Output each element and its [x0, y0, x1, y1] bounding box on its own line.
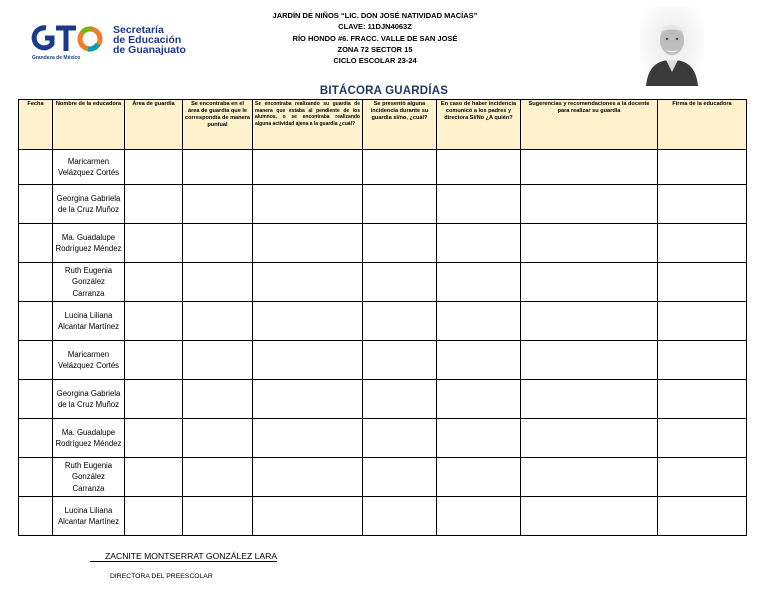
table-row: [19, 185, 747, 224]
cell-actividad[interactable]: [253, 150, 363, 185]
table-row: [19, 380, 747, 419]
cell-puntual[interactable]: [183, 224, 253, 263]
logo-tagline: Grandeza de México: [32, 55, 81, 61]
cell-incidencia[interactable]: [363, 263, 437, 302]
header-firma: Firma de la educadora: [658, 100, 747, 150]
cell-area[interactable]: [125, 380, 183, 419]
cell-nombre: Maricarmen Velázquez Cortés: [53, 341, 125, 380]
cell-puntual[interactable]: [183, 458, 253, 497]
cell-sugerencias[interactable]: [521, 380, 658, 419]
cell-actividad[interactable]: [253, 185, 363, 224]
table-row: [19, 263, 747, 302]
cell-nombre: Ruth Eugenia González Carranza: [53, 458, 125, 497]
cell-actividad[interactable]: [253, 302, 363, 341]
cell-incidencia[interactable]: [363, 341, 437, 380]
logo-line-2: de Educación: [113, 34, 182, 46]
table-row: [19, 341, 747, 380]
cell-firma[interactable]: [658, 419, 747, 458]
school-clave: CLAVE: 11DJN4063Z: [338, 22, 412, 32]
table-row: [19, 150, 747, 185]
cell-puntual[interactable]: [183, 185, 253, 224]
director-role: DIRECTORA DEL PREESCOLAR: [110, 573, 213, 580]
header-incidencia: Se presentó alguna incidencia durante su guardia si/no, ¿cuál?: [363, 100, 437, 150]
cell-area[interactable]: [125, 419, 183, 458]
cell-firma[interactable]: [658, 224, 747, 263]
cell-puntual[interactable]: [183, 419, 253, 458]
cell-comunico[interactable]: [437, 341, 521, 380]
cell-puntual[interactable]: [183, 302, 253, 341]
cell-sugerencias[interactable]: [521, 419, 658, 458]
secretaria-educacion-logo: [30, 22, 200, 66]
cell-area[interactable]: [125, 302, 183, 341]
header-sugerencias: Sugerencias y recomendaciones a la docente para realizar su guardia: [521, 100, 658, 150]
header-puntual: Se encontraba en el área de guardia que le correspondía de manera puntual: [183, 100, 253, 150]
cell-nombre: Lucina Liliana Alcantar Martínez: [53, 302, 125, 341]
cell-comunico[interactable]: [437, 263, 521, 302]
cell-fecha[interactable]: [19, 341, 53, 380]
table-row: [19, 302, 747, 341]
cell-fecha[interactable]: [19, 302, 53, 341]
cell-comunico[interactable]: [437, 185, 521, 224]
table-row: [19, 224, 747, 263]
table-row: [19, 497, 747, 536]
cell-area[interactable]: [125, 458, 183, 497]
header-nombre: Nombre de la educadora: [53, 100, 125, 150]
cell-comunico[interactable]: [437, 224, 521, 263]
guardias-log-table: [18, 99, 747, 536]
cell-comunico[interactable]: [437, 380, 521, 419]
cell-nombre: Ma. Guadalupe Rodríguez Méndez: [53, 419, 125, 458]
cell-firma[interactable]: [658, 150, 747, 185]
cell-fecha[interactable]: [19, 497, 53, 536]
cell-incidencia[interactable]: [363, 185, 437, 224]
cell-incidencia[interactable]: [363, 224, 437, 263]
table-header-row: [19, 100, 747, 150]
cell-comunico[interactable]: [437, 458, 521, 497]
cell-nombre: Lucina Liliana Alcantar Martínez: [53, 497, 125, 536]
cell-actividad[interactable]: [253, 458, 363, 497]
cell-puntual[interactable]: [183, 497, 253, 536]
cell-actividad[interactable]: [253, 224, 363, 263]
cell-actividad[interactable]: [253, 380, 363, 419]
logo-line-3: de Guanajuato: [113, 44, 186, 56]
cell-nombre: Ruth Eugenia González Carranza: [53, 263, 125, 302]
cell-puntual[interactable]: [183, 380, 253, 419]
cell-firma[interactable]: [658, 302, 747, 341]
cell-sugerencias[interactable]: [521, 497, 658, 536]
cell-area[interactable]: [125, 497, 183, 536]
cell-actividad[interactable]: [253, 263, 363, 302]
cell-actividad[interactable]: [253, 497, 363, 536]
cell-incidencia[interactable]: [363, 302, 437, 341]
header-comunico: En caso de haber incidencia comunicó a los padres y directora Si/No ¿A quién?: [437, 100, 521, 150]
cell-comunico[interactable]: [437, 497, 521, 536]
cell-incidencia[interactable]: [363, 458, 437, 497]
cell-incidencia[interactable]: [363, 150, 437, 185]
cell-sugerencias[interactable]: [521, 150, 658, 185]
cell-sugerencias[interactable]: [521, 185, 658, 224]
cell-comunico[interactable]: [437, 302, 521, 341]
table-row: [19, 419, 747, 458]
document-title: BITÁCORA GUARDÍAS: [319, 85, 449, 97]
cell-actividad[interactable]: [253, 341, 363, 380]
school-address: RÍO HONDO #6. FRACC. VALLE DE SAN JOSÉ: [292, 33, 458, 43]
cell-actividad[interactable]: [253, 419, 363, 458]
school-header: [220, 10, 530, 66]
logo-secretaria-text: [113, 25, 186, 55]
cell-incidencia[interactable]: [363, 497, 437, 536]
cell-fecha[interactable]: [19, 419, 53, 458]
cell-firma[interactable]: [658, 185, 747, 224]
cell-area[interactable]: [125, 150, 183, 185]
cell-nombre: Ma. Guadalupe Rodríguez Méndez: [53, 224, 125, 263]
cell-area[interactable]: [125, 341, 183, 380]
logo-line-1: Secretaría: [113, 24, 164, 36]
cell-firma[interactable]: [658, 380, 747, 419]
cell-fecha[interactable]: [19, 224, 53, 263]
cell-firma[interactable]: [658, 341, 747, 380]
cell-incidencia[interactable]: [363, 380, 437, 419]
cell-fecha[interactable]: [19, 150, 53, 185]
cell-sugerencias[interactable]: [521, 341, 658, 380]
cell-area[interactable]: [125, 224, 183, 263]
header-actividad: Se encontraba realizando su guardia de manera que estaba al pendiente de los alumnos, o se encontraba realizando alguna actividad ajena a la guardia ¿cuál?: [253, 100, 363, 150]
cell-firma[interactable]: [658, 263, 747, 302]
portrait-image: [640, 6, 704, 86]
school-name: JARDÍN DE NIÑOS “LIC. DON JOSÉ NATIVIDAD MACÍAS”: [272, 11, 478, 20]
cell-area[interactable]: [125, 263, 183, 302]
cell-comunico[interactable]: [437, 150, 521, 185]
cell-sugerencias[interactable]: [521, 302, 658, 341]
school-ciclo: CICLO ESCOLAR 23-24: [333, 56, 417, 66]
cell-fecha[interactable]: [19, 458, 53, 497]
cell-nombre: Georgina Gabriela de la Cruz Muñoz: [53, 380, 125, 419]
header-fecha: Fecha: [19, 100, 53, 150]
cell-puntual[interactable]: [183, 150, 253, 185]
cell-nombre: Maricarmen Velázquez Cortés: [53, 150, 125, 185]
cell-sugerencias[interactable]: [521, 224, 658, 263]
cell-puntual[interactable]: [183, 341, 253, 380]
cell-nombre: Georgina Gabriela de la Cruz Muñoz: [53, 185, 125, 224]
school-zona: ZONA 72 SECTOR 15: [337, 44, 413, 54]
table-body: [19, 150, 747, 536]
cell-fecha[interactable]: [19, 185, 53, 224]
cell-fecha[interactable]: [19, 380, 53, 419]
cell-area[interactable]: [125, 185, 183, 224]
cell-firma[interactable]: [658, 458, 747, 497]
cell-incidencia[interactable]: [363, 419, 437, 458]
cell-comunico[interactable]: [437, 419, 521, 458]
table-row: [19, 458, 747, 497]
director-signature-name: ZACNITE MONTSERRAT GONZÁLEZ LARA: [90, 551, 277, 562]
header-area: Área de guardia: [125, 100, 183, 150]
cell-fecha[interactable]: [19, 263, 53, 302]
cell-firma[interactable]: [658, 497, 747, 536]
cell-sugerencias[interactable]: [521, 458, 658, 497]
cell-sugerencias[interactable]: [521, 263, 658, 302]
cell-puntual[interactable]: [183, 263, 253, 302]
